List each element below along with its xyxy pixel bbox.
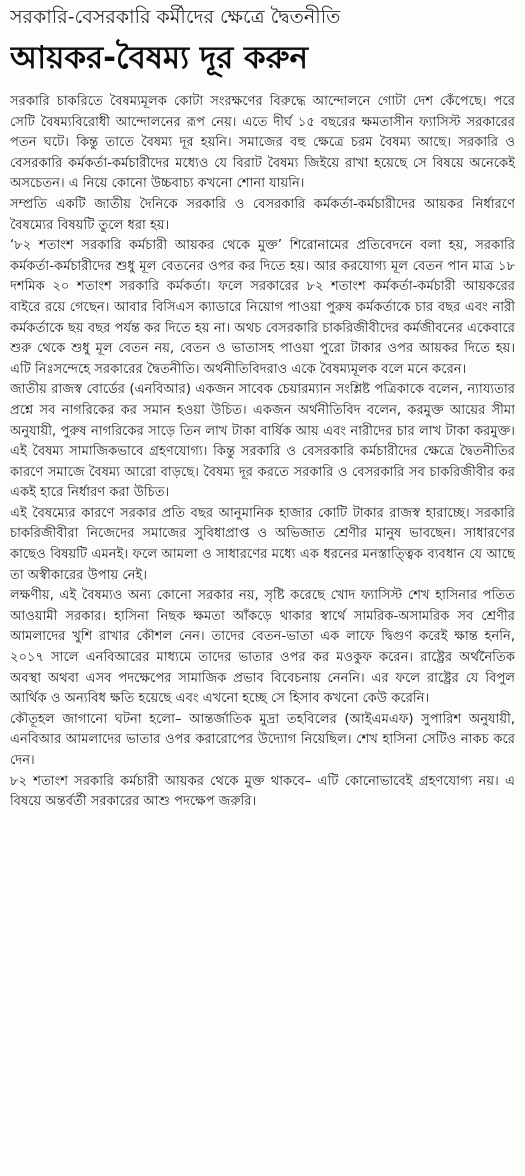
paragraph: কৌতূহল জাগানো ঘটনা হলো– আন্তর্জাতিক মুদ্রা তহবিলের (আইএমএফ) সুপারিশ অনুযায়ী, এনবিআর আমলাদের ভাতার ওপর করারোপের উদ্যোগ নিয়েছিল। শেখ হাসিনা সেটিও নাকচ করে দেন। bbox=[10, 711, 515, 768]
paragraph: ‘৮২ শতাংশ সরকারি কর্মচারী আয়কর থেকে মুক্ত’ শিরোনামের প্রতিবেদনে বলা হয়, সরকারি কর্মকর্তা-কর্মচারীদের শুধু মূল বেতনের ওপর কর দিতে হয়। আর করযোগ্য মূল বেতন পান মাত্র ১৮ দশমিক ২০ শতাংশ সরকারি কর্মকর্তা। ফলে সরকারের ৮২ শতাংশ কর্মকর্তা-কর্মচারী আয়করের বাইরে রয়ে গেছেন। আবার বিসিএস ক্যাডারে নিয়োগ পাওয়া পুরুষ কর্মকর্তাকে চার বছর এবং নারী কর্মকর্তাকে ছয় বছর পর্যন্ত কর দিতে হয় না। অথচ বেসরকারি চাকরিজীবীদের কর্মজীবনের একেবারে শুরু থেকে শুধু মূল বেতন নয়, বেতন ও ভাতাসহ পাওয়া পুরো টাকার ওপর আয়কর দিতে হয়। এটি নিঃসন্দেহে সরকারের দ্বৈতনীতি। অর্থনীতিবিদরাও একে বৈষম্যমূলক বলে মনে করেন। bbox=[10, 238, 515, 377]
paragraph: সরকারি চাকরিতে বৈষম্যমূলক কোটা সংরক্ষণের বিরুদ্ধে আন্দোলনে গোটা দেশ কেঁপেছে। পরে সেটি বৈষম্যবিরোধী আন্দোলনের রূপ নেয়। এতে দীর্ঘ ১৫ বছরের ক্ষমতাসীন ফ্যাসিস্ট সরকারের পতন ঘটে। কিন্তু তাতে বৈষম্য দূর হয়নি। সমাজের বহু ক্ষেত্রে চরম বৈষম্য আছে। সরকারি ও বেসরকারি কর্মকর্তা-কর্মচারীদের মধ্যেও যে বিরাট বৈষম্য জিইয়ে রাখা হয়েছে সে বিষয়ে অনেকেই অসচেতন। এ নিয়ে কোনো উচ্চবাচ্য কখনো শোনা যায়নি। bbox=[10, 94, 515, 192]
article-body bbox=[10, 92, 515, 1168]
paragraph: সম্প্রতি একটি জাতীয় দৈনিকে সরকারি ও বেসরকারি কর্মকর্তা-কর্মচারীদের আয়কর নির্ধারণে বৈষম্যের বিষয়টি তুলে ধরা হয়। bbox=[10, 196, 515, 233]
paragraph: লক্ষণীয়, এই বৈষম্যও অন্য কোনো সরকার নয়, সৃষ্টি করেছে খোদ ফ্যাসিস্ট শেখ হাসিনার পতিত আওয়ামী সরকার। হাসিনা নিছক ক্ষমতা আঁকড়ে থাকার স্বার্থে সামরিক-অসামরিক সব শ্রেণীর আমলাদের খুশি রাখার কৌশল নেন। তাদের বেতন-ভাতা এক লাফে দ্বিগুণ করেই ক্ষান্ত হননি, ২০১৭ সালে এনবিআরের মাধ্যমে তাদের ভাতার ওপর কর মওকুফ করেন। রাষ্ট্রের অর্থনৈতিক অবস্থা অথবা এসব পদক্ষেপের সামাজিক প্রভাব বিবেচনায় নেননি। এর ফলে রাষ্ট্রের যে বিপুল আর্থিক ও অন্যবিধ ক্ষতি হয়েছে এবং এখনো হচ্ছে সে হিসাব কখনো কেউ করেনি। bbox=[10, 588, 515, 707]
paragraph: এই বৈষম্যের কারণে সরকার প্রতি বছর আনুমানিক হাজার কোটি টাকার রাজস্ব হারাচ্ছে। সরকারি চাকরিজীবীরা নিজেদের সমাজের সুবিধাপ্রাপ্ত ও অভিজাত শ্রেণীর মানুষ ভাবছেন। সাধারণের কাছেও বিষয়টি এমনই। ফলে আমলা ও সাধারণের মধ্যে এক ধরনের মনস্তাত্ত্বিক ব্যবধান যে আছে তা অস্বীকারের উপায় নেই। bbox=[10, 505, 515, 583]
headline: আয়কর-বৈষম্য দূর করুন bbox=[10, 40, 309, 76]
kicker: সরকারি-বেসরকারি কর্মীদের ক্ষেত্রে দ্বৈতনীতি bbox=[10, 6, 341, 28]
paragraph: জাতীয় রাজস্ব বোর্ডের (এনবিআর) একজন সাবেক চেয়ারম্যান সংশ্লিষ্ট পত্রিকাকে বলেন, ন্যায্যতার প্রশ্নে সব নাগরিকের কর সমান হওয়া উচিত। একজন অর্থনীতিবিদ বলেন, করমুক্ত আয়ের সীমা অনুযায়ী, পুরুষ নাগরিকের সাড়ে তিন লাখ টাকা বার্ষিক আয় এবং নারীদের চার লাখ টাকা করমুক্ত। এই বৈষম্য সামাজিকভাবে গ্রহণযোগ্য। কিন্তু সরকারি ও বেসরকারি কর্মচারীদের ক্ষেত্রে দ্বৈতনীতির কারণে সমাজে বৈষম্য আরো বাড়ছে। বৈষম্য দূর করতে সরকারি ও বেসরকারি সব চাকরিজীবীর কর একই হারে নির্ধারণ করা উচিত। bbox=[10, 382, 515, 501]
paragraph: ৮২ শতাংশ সরকারি কর্মচারী আয়কর থেকে মুক্ত থাকবে– এটি কোনোভাবেই গ্রহণযোগ্য নয়। এ বিষয়ে অন্তর্বর্তী সরকারের আশু পদক্ষেপ জরুরি। bbox=[10, 773, 515, 810]
